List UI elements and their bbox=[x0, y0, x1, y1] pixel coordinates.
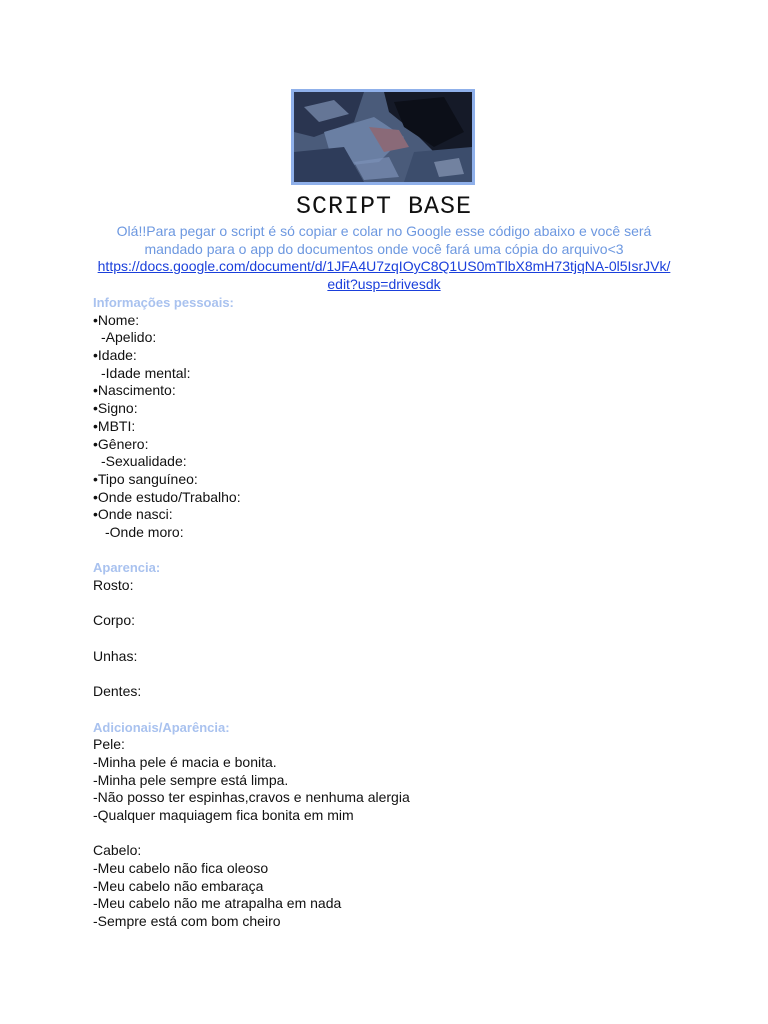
field-idade: •Idade: bbox=[93, 347, 137, 364]
spacer bbox=[93, 595, 693, 613]
field-mbti: •MBTI: bbox=[93, 417, 136, 434]
field-rosto: Rosto: bbox=[93, 577, 134, 593]
link-line-2[interactable]: edit?usp=drivesdk bbox=[327, 275, 441, 292]
link-line-1[interactable]: https://docs.google.com/document/d/1JFA4U7zqIOyC8Q1US0mTlbX8mH73tjqNA-0l5IsrJVk/ bbox=[97, 258, 671, 274]
spacer bbox=[93, 825, 693, 843]
field-signo: •Signo: bbox=[93, 400, 138, 417]
cover-image bbox=[291, 89, 475, 185]
spacer bbox=[93, 701, 693, 719]
field-corpo: Corpo: bbox=[93, 612, 136, 629]
field-unhas: Unhas: bbox=[93, 647, 138, 664]
field-sexualidade: -Sexualidade: bbox=[101, 453, 187, 470]
field-onde-estudo: •Onde estudo/Trabalho: bbox=[93, 488, 241, 505]
field-dentes: Dentes: bbox=[93, 683, 142, 700]
list-item: -Meu cabelo não fica oleoso bbox=[93, 860, 269, 876]
field-genero: •Gênero: bbox=[93, 435, 149, 452]
field-tipo-sanguineo: •Tipo sanguíneo: bbox=[93, 470, 198, 487]
abstract-painting-image bbox=[294, 92, 472, 182]
field-nome: •Nome: bbox=[93, 311, 140, 328]
document-body bbox=[93, 294, 693, 931]
field-onde-nasci: •Onde nasci: bbox=[93, 506, 173, 523]
list-item: -Sempre está com bom cheiro bbox=[93, 913, 281, 930]
list-item: -Minha pele é macia e bonita. bbox=[93, 753, 277, 770]
section-heading-personal: Informações pessoais: bbox=[93, 295, 234, 310]
list-item: -Qualquer maquiagem fica bonita em mim bbox=[93, 806, 354, 823]
document-link[interactable] bbox=[86, 258, 682, 293]
intro-text: Olá!!Para pegar o script é só copiar e colar no Google esse código abaixo e você será mandado para o app do documentos onde você fará uma cópia do arquivo<3 bbox=[116, 223, 652, 257]
list-item: -Meu cabelo não embaraça bbox=[93, 877, 264, 894]
field-apelido: -Apelido: bbox=[101, 329, 157, 346]
document-title: SCRIPT BASE bbox=[295, 192, 473, 221]
skin-label: Pele: bbox=[93, 736, 125, 753]
spacer bbox=[93, 630, 693, 648]
section-heading-appearance: Aparencia: bbox=[93, 560, 161, 576]
section-heading-additional: Adicionais/Aparência: bbox=[93, 719, 230, 735]
field-onde-moro: -Onde moro: bbox=[105, 523, 184, 540]
field-idade-mental: -Idade mental: bbox=[101, 364, 191, 381]
list-item: -Não posso ter espinhas,cravos e nenhuma alergia bbox=[93, 789, 410, 806]
list-item: -Meu cabelo não me atrapalha em nada bbox=[93, 895, 342, 912]
hair-label: Cabelo: bbox=[93, 842, 142, 859]
field-nascimento: •Nascimento: bbox=[93, 382, 176, 399]
spacer bbox=[93, 665, 693, 683]
spacer bbox=[93, 542, 693, 560]
list-item: -Minha pele sempre está limpa. bbox=[93, 771, 289, 788]
